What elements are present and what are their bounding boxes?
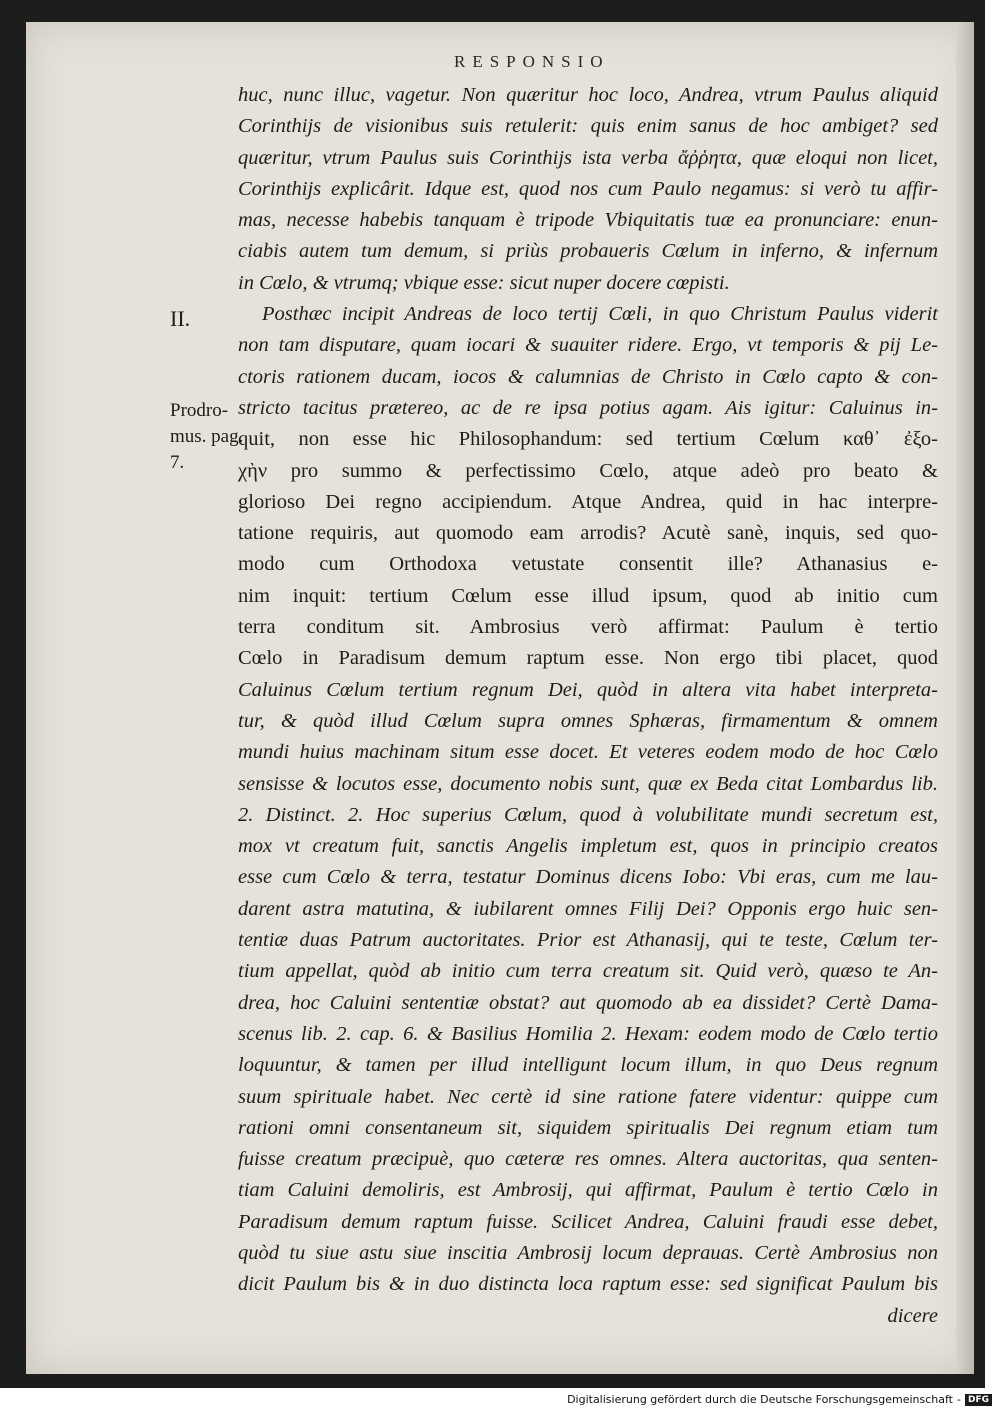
text-line: glorioso Dei regno accipiendum. Atque Andrea, quid in hac interpre- [238, 490, 938, 513]
footer-credit: Digitalisierung gefördert durch die Deutsche Forschungsgemeinschaft - DFG [567, 1393, 992, 1406]
page-edge [956, 22, 974, 1374]
text-line: tiam Caluini demoliris, est Ambrosij, qui affirmat, Paulum è tertio Cœlo in [238, 1179, 938, 1202]
text-line: in Cœlo, & vtrumq; vbique esse: sicut nuper docere cœpisti. [238, 271, 730, 294]
text-line: fuisse creatum præcipuè, quo cæteræ res omnes. Altera auctoritas, qua senten- [238, 1148, 938, 1171]
text-line: tium appellat, quòd ab initio cum terra creatum sit. Quid verò, quæso te An- [238, 960, 938, 983]
text-line: Caluinus Cœlum tertium regnum Dei, quòd in altera vita habet interpreta- [238, 678, 938, 701]
text-line: huc, nunc illuc, vagetur. Non quæritur hoc loco, Andrea, vtrum Paulus aliquid [238, 84, 938, 106]
text-line: esse cum Cœlo & terra, testatur Dominus dicens Iobo: Vbi eras, cum me lau- [238, 866, 938, 889]
text-line: Corinthijs de visionibus suis retulerit: quis enim sanus de hoc ambiget? sed [238, 115, 938, 138]
text-line: mundi huius machinam situm esse docet. Et veteres eodem modo de hoc Cœlo [238, 741, 938, 764]
margin-reference [170, 398, 243, 476]
margin-reference-line: 7. [170, 452, 185, 473]
text-line: Posthæc incipit Andreas de loco tertij Cœli, in quo Christum Paulus viderit [262, 303, 938, 326]
margin-reference-line: mus. pag. [170, 426, 244, 447]
text-line: darent astra matutina, & iubilarent omnes Filij Dei? Opponis ergo huic sen- [238, 897, 938, 920]
text-line: ciabis autem tum demum, si priùs probaueris Cœlum in inferno, & infernum [238, 240, 938, 263]
text-line: χὴν pro summo & perfectissimo Cœlo, atque adeò pro beato & [238, 459, 938, 482]
text-line: quòd tu siue astu siue inscitia Ambrosij locum deprauas. Certè Ambrosius non [238, 1241, 938, 1264]
footer-text: Digitalisierung gefördert durch die Deutsche Forschungsgemeinschaft [567, 1393, 953, 1406]
text-line: scenus lib. 2. cap. 6. & Basilius Homilia 2. Hexam: eodem modo de Cœlo tertio [238, 1022, 938, 1045]
text-line: tur, & quòd illud Cœlum supra omnes Sphæras, firmamentum & omnem [238, 709, 938, 732]
text-line: 2. Distinct. 2. Hoc superius Cœlum, quod à volubilitate mundi secretum est, [238, 803, 938, 826]
margin-section-number: II. [170, 306, 191, 331]
body-text [238, 80, 938, 1332]
text-line: mox vt creatum fuit, sanctis Angelis impletum est, quos in principio creatos [238, 835, 938, 858]
dfg-logo: DFG [965, 1394, 992, 1406]
text-line: Cœlo in Paradisum demum raptum esse. Non ergo tibi placet, quod [238, 647, 938, 670]
text-line: quit, non esse hic Philosophandum: sed tertium Cœlum καθ᾽ ἐξο- [238, 428, 938, 451]
text-line: dicit Paulum bis & in duo distincta loca raptum esse: sed significat Paulum bis [238, 1273, 938, 1296]
text-line: nim inquit: tertium Cœlum esse illud ipsum, quod ab initio cum [238, 584, 938, 607]
text-line: drea, hoc Caluini sententiæ obstat? aut quomodo ab ea dissidet? Certè Dama- [238, 991, 938, 1014]
text-line: mas, necesse habebis tanquam è tripode Vbiquitatis tuæ ea pronunciare: enun- [238, 209, 938, 232]
running-head: RESPONSIO [454, 52, 610, 71]
text-line: tentiæ duas Patrum auctoritates. Prior est Athanasij, qui te teste, Cœlum ter- [238, 929, 938, 952]
text-line: modo cum Orthodoxa vetustate consentit ille? Athanasius e- [238, 553, 938, 576]
text-line: sensisse & locutos esse, documento nobis sunt, quæ ex Beda citat Lombardus lib. [238, 772, 938, 795]
text-line: quæritur, vtrum Paulus suis Corinthijs ista verba ἄῤῥητα, quæ eloqui non licet, [238, 146, 938, 169]
text-line: Paradisum demum raptum fuisse. Scilicet Andrea, Caluini fraudi esse debet, [238, 1210, 938, 1233]
text-line: suum spirituale habet. Nec certè id sine ratione fatere videntur: quippe cum [238, 1085, 938, 1108]
catchword: dicere [887, 1304, 938, 1327]
text-line: loquuntur, & tamen per illud intelligunt locum illum, in quo Deus regnum [238, 1054, 938, 1077]
margin-reference-line: Prodro- [170, 400, 229, 421]
text-line: tatione requiris, aut quomodo eam arrodis? Acutè sanè, inquis, sed quo- [238, 522, 938, 545]
text-line: rationi omni consentaneum sit, siquidem spiritualis Dei regnum etiam tum [238, 1116, 938, 1139]
text-line: ctoris rationem ducam, iocos & calumnias de Christo in Cœlo capto & con- [238, 365, 938, 388]
text-line: Corinthijs explicârit. Idque est, quod nos cum Paulo negamus: si verò tu affir- [238, 177, 938, 200]
text-line: stricto tacitus prætereo, ac de re ipsa potius agam. Ais igitur: Caluinus in- [238, 396, 938, 419]
text-line: non tam disputare, quam iocari & suauiter ridere. Ergo, vt temporis & pij Le- [238, 334, 938, 357]
text-line: terra conditum sit. Ambrosius verò affirmat: Paulum è tertio [238, 616, 938, 639]
